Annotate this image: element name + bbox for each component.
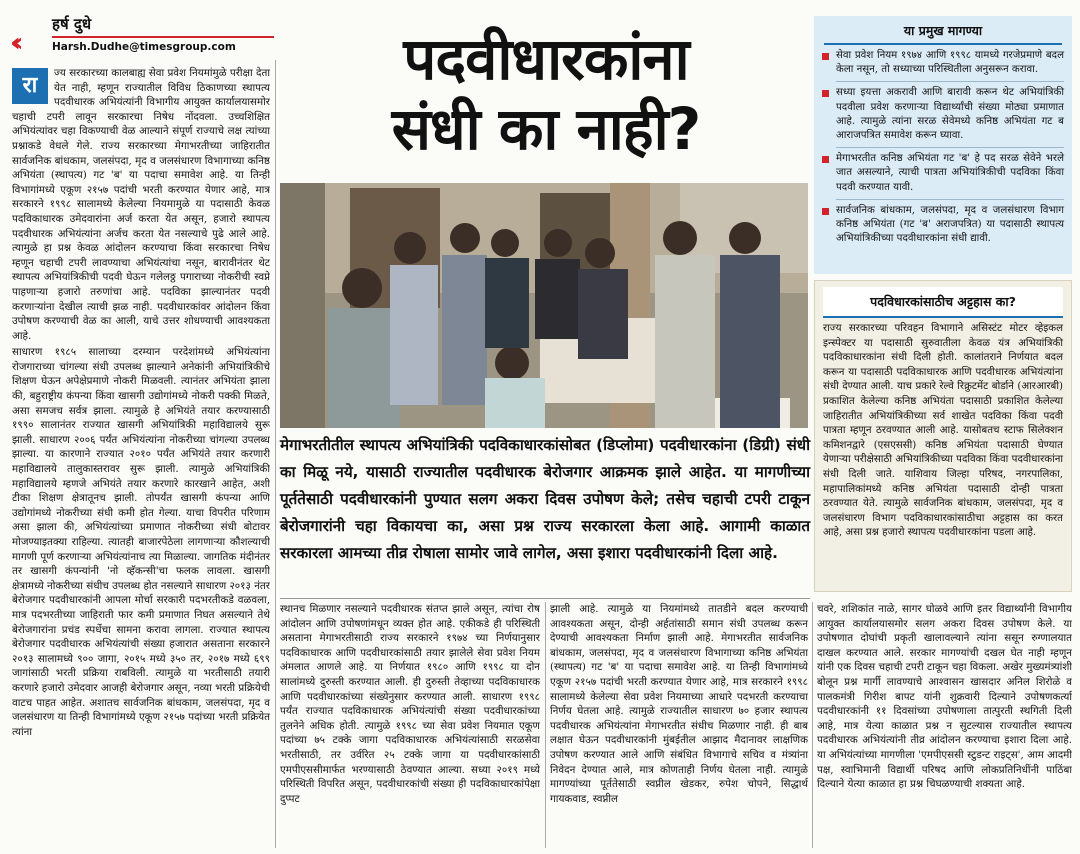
summary-text: मेगाभरतीतील स्थापत्य अभियांत्रिकी पदविकाधारकांसोबत (डिप्लोमा) पदवीधारकांना (डिग्री) संधी का मिळू नये, यासाठी राज्यातील पदवीधारक बेरोजगार आक्रमक झाले आहेत. या मागणीच्या पूर्ततेसाठी पदवीधारकांनी पुण्यात सलग अकरा दिवस उपोषण केले; तसेच चहाची टपरी टाकून बेरोजगारांनी चहा विकायचा का, असा प्रश्न राज्य सरकारला केला आहे. आगामी काळात सरकारला आमच्या तीव्र रोषाला सामोर जावे लागेल, असा इशारा पदवीधारकांनी दिला आहे. bbox=[280, 436, 810, 562]
headline-line-2: संधी का नाही? bbox=[391, 95, 701, 163]
square-bullet-icon bbox=[822, 53, 829, 60]
left-para-1: रा ज्य सरकारच्या कालबाह्य सेवा प्रवेश नियमांमुळे परीक्षा देता येत नाही, म्हणून राज्यातील विविध ठिकाणच्या स्थापत्य पदवीधारक अभियंत्यांनी विभागीय आयुक्त कार्यालयासमोर चहाची टपरी लावून सरकारचा निषेध नोंदवला. उच्चशिक्षित अभियंत्यांवर चहा विकण्याची वेळ आल्याने संपूर्ण राज्याचे लक्ष त्यांच्या प्रश्नाकडे वेधले गेले. राज्य सरकारच्या मेगाभरतीच्या जाहिरातीत सार्वजनिक बांधकाम, जलसंपदा, मृद व जलसंधारण विभागाच्या कनिष्ठ अभियंता (स्थापत्य) गट 'ब' या पदाचा समावेश आहे. या तिन्ही विभागांमध्ये एकूण २१५७ पदांची भरती करण्यात येणार आहे, मात्र सरकारने १९९८ सालामध्ये केलेल्या नियमामुळे या पदासाठी केवळ पदविकाधारक उमेदवारांना अर्ज करता येत असून, हजारो स्थापत्य पदवीधारक अभियंत्यांना अर्जच करता येत नसल्याचे पुढे आले आहे. त्यामुळे हा प्रश्न केवळ आंदोलन करण्याचा किंवा सरकारचा निषेध म्हणून चहाची टपरी लावण्याचा अभियंत्यांचा नसून, बारावीनंतर थेट स्थापत्य अभियांत्रिकीची पदवी घेऊन गलेलठ्ठ पगाराच्या नोकरीची स्वप्ने पाहणाऱ्या हजारो तरुणांचा आहे. पदविका झाल्यानंतर पदवी करणाऱ्यांना देखील त्याची झळ नाही. पदवीधारकांवर आंदोलन किंवा उपोषण करण्याची वेळ का आली, याचे उत्तर शोधण्याची आवश्यकता आहे. bbox=[12, 67, 270, 342]
square-bullet-icon bbox=[822, 156, 829, 163]
bottom-column-3-text: चवरे, शशिकांत नाळे, सागर घोळवे आणि इतर विद्यार्थ्यांनी विभागीय आयुक्त कार्यालयासमोर सलग अकरा दिवस उपोषण केले. या उपोषणात दोघांची प्रकृती खालावल्याने त्यांना ससून रुग्णालयात दाखल करण्यात आले. सरकार मागण्यांची दखल घेत नाही म्हणून यांनी एक दिवस चहाची टपरी टाकून चहा विकला. अखेर मुख्यमंत्र्यांशी बोलून प्रश्न मार्गी लावण्याचे आश्वासन खासदार अनिल शिरोळे व पालकमंत्री गिरीश बापट यांनी शुक्रवारी दिल्याने उपोषणकर्त्या पदवीधारकांनी ११ दिवसांच्या उपोषणाला तात्पुरती स्थगिती दिली आहे, मात्र येत्या काळात प्रश्न न सुटल्यास राज्यातील स्थापत्य पदवीधारक अभियंत्यांनी तीव्र आंदोलन करण्याचा इशारा दिला आहे. या अभियंत्यांच्या मागणीला 'एमपीएससी स्टुडन्ट राइट्स', आम आदमी पक्ष, स्वाभिमानी विद्यार्थी परिषद आणि लोकप्रतिनिधींनी पाठिंबा दिल्याने येत्या काळात हा प्रश्न चिघळण्याची शक्यता आहे. bbox=[817, 603, 1072, 791]
demand-item: सेवा प्रवेश नियम १९७४ आणि १९९८ यामध्ये गरजेप्रमाणे बदल केला नसून, तो सध्याच्या परिस्थितीला अनुसरून करावा. bbox=[822, 49, 1064, 82]
demand-item: मेगाभरतीत कनिष्ठ अभियंता गट 'ब' हे पद सरळ सेवेने भरले जात असल्याने, त्याची पात्रता अभियांत्रिकीची पदविका किंवा पदवी करण्यात यावी. bbox=[822, 152, 1064, 200]
byline bbox=[10, 8, 272, 63]
bottom-column-2-text: झाली आहे. त्यामुळे या नियमांमध्ये तातडीने बदल करण्याची आवश्यकता असून, दोन्ही अर्हतांसाठी समान संधी उपलब्ध करून देण्याची आवश्यकता निर्माण झाली आहे. मेगाभरतीत सार्वजनिक बांधकाम, जलसंपदा, मृद व जलसंधारण विभागाच्या कनिष्ठ अभियंता (स्थापत्य) गट 'ब' या पदाचा समावेश आहे. या तिन्ही विभागांमध्ये एकूण २१५७ पदांची भरती करण्यात येणार आहे, मात्र सरकारने १९९८ सालामध्ये केलेल्या सेवा प्रवेश नियमाच्या आधारे पदभरती करण्याचा निर्णय घेतला आहे. त्यामुळे राज्यातील साधारण ७० हजार स्थापत्य पदवीधारक अभियंत्यांना मेगाभरतीत संधीच मिळणार नाही. ही बाब लक्षात घेऊन पदवीधारकांनी मुंबईतील आझाद मैदानावर लाक्षणिक उपोषण करण्यात आले आणि संबंधित विभागाचे सचिव व मंत्र्यांना निवेदन देण्यात आले, मात्र कोणताही निर्णय घेतला नाही. त्यामुळे मागण्यांच्या पूर्ततेसाठी स्वप्नील खेडकर, रुपेश चोपने, सिद्धार्थ गायकवाड, स्वप्नील bbox=[550, 603, 808, 805]
left-column bbox=[12, 66, 270, 846]
why-title: पदविधारकांसाठीच अट्टहास का? bbox=[823, 287, 1063, 318]
protest-photo-illustration bbox=[280, 183, 808, 428]
author-name: हर्ष दुधे bbox=[52, 15, 92, 33]
why-box bbox=[814, 280, 1072, 592]
headline-line-1: पदवीधारकांना bbox=[403, 25, 689, 93]
demands-title-rule bbox=[824, 43, 1062, 45]
left-para-2: साधारण १९८५ सालाच्या दरम्यान परदेशांमध्ये अभियंत्यांना रोजगाराच्या चांगल्या संधी उपलब्ध झाल्याने अनेकांनी अभियांत्रिकीचे शिक्षण घेऊन अपेक्षेप्रमाणे नोकरी मिळवली. त्यानंतर अभियंता झाला की, बहुराष्ट्रीय कंपन्या किंवा खासगी उद्योगांमध्ये नोकरी पक्की मिळते, असा समजच सर्वत्र झाला. त्यामुळे हे अभियंते तयार करण्यासाठी १९९० सालानंतर राज्यात खासगी अभियांत्रिकी महाविद्यालये सुरू झाली. साधारण २००६ पर्यंत अभियंत्यांना नोकरीच्या चांगल्या उपलब्ध झाल्या. या कारणाने राज्यात २०१० पर्यंत अभियंते तयार करणारी महाविद्यालये तालुकास्तरावर सुरू झाली. त्यामुळे अभियांत्रिकी महाविद्यालये म्हणजे अभियंते तयार करणारे कारखाने आहेत, अशी टीका शिक्षण क्षेत्रातूनच झाली. तोपर्यंत खासगी कंपन्या आणि उद्योगांमध्ये नोकरीच्या संधी कमी होत गेल्या. याचा विपरीत परिणाम असा झाला की, अभियंत्यांच्या प्रमाणात नोकरीच्या संधी बोटावर मोजण्याइतक्या राहिल्या. त्यातही बाजारपेठेला लागणाऱ्या कौशल्याची मागणी पूर्ण करणाऱ्या अभियंत्यांनाच त्या मिळाल्या. जागतिक मंदीनंतर तर खासगी कंपन्यांनी 'नो व्हॅकन्सी'चा फलक लावला. खासगी क्षेत्रामध्ये नोकरीच्या संधीच उपलब्ध होत नसल्याने साधारण २०१३ नंतर बेरोजगार पदवीधारकांनी आपला मोर्चा सरकारी पदभरतीकडे वळवला, मात्र पदभरतीच्या जाहिराती फार कमी प्रमाणात निघत असल्याने तेथे बेरोजगारांना प्रचंड स्पर्धेचा सामना करावा लागला. राज्यात स्थापत्य बेरोजगार पदवीधारक अभियंत्यांची संख्या हजारात असताना सरकारने २०१३ सालामध्ये ९०० जागा, २०१५ मध्ये ३५० तर, २०१७ मध्ये ६९९ जागांसाठी भरती प्रक्रिया राबविली. त्यामुळे या भरतीसाठी तयारी करणारे हजारो उमेदवार आजही बेरोजगार असून, नव्या भरती प्रक्रियेची वाटच पाहत आहेत. अशातच सार्वजनिक बांधकाम, जलसंपदा, मृद व जलसंधारण या तिन्ही विभागांमध्ये एकूण २१५७ पदांच्या भरती प्रक्रियेत त्यांना bbox=[12, 346, 270, 738]
dropcap: रा bbox=[12, 68, 48, 104]
demands-title: या प्रमुख मागण्या bbox=[903, 23, 983, 38]
bottom-column-1-text: स्थानच मिळणार नसल्याने पदवीधारक संतप्त झाले असून, त्यांचा रोष आंदोलन आणि उपोषणांमधून व्यक्त होत आहे. एकीकडे ही परिस्थिती असताना मेगाभरतीसाठी राज्य सरकारने १९७४ च्या निर्णयानुसार पदविकाधारक आणि पदवीधारकांसाठी तयार झालेले सेवा प्रवेश नियम अंमलात आणले आहे. या निर्णयात १९८० आणि १९९८ या दोन सालांमध्ये दुरुस्ती करण्यात आली. ही दुरुस्ती तेव्हाच्या पदविकाधारक आणि पदवीधारकांच्या संख्येनुसार करण्यात आली. साधारण १९९८ पर्यंत राज्यात पदविकाधारक अभियंत्यांची संख्या पदवीधारकांच्या तुलनेने अधिक होती. त्यामुळे १९९८ च्या सेवा प्रवेश नियमात एकूण पदांच्या ७५ टक्के जागा पदविकाधारक अभियंत्यांसाठी सरळसेवा भरतीसाठी, तर उर्वरित २५ टक्के जागा या पदवीधारकांसाठी एमपीएससीमार्फत भरण्यासाठी ठेवण्यात आल्या. सध्या २०१९ मध्ये परिस्थिती विपरित असून, पदवीधारकांची संख्या ही पदविकाधारकांपेक्षा दुप्पट bbox=[280, 603, 540, 805]
summary-divider bbox=[280, 598, 810, 599]
column-divider bbox=[812, 602, 813, 848]
square-bullet-icon bbox=[822, 208, 829, 215]
author-email: Harsh.Dudhe@timesgroup.com bbox=[52, 41, 236, 53]
bottom-column-3 bbox=[817, 602, 1072, 850]
demand-item: सध्या इयत्ता अकरावी आणि बारावी करून थेट अभियांत्रिकी पदवीला प्रवेश करणाऱ्या विद्यार्थ्यांची संख्या मोठ्या प्रमाणात आहे. त्यामुळे त्यांना सरळ सेवेमध्ये कनिष्ठ अभियंता गट ब आराजपत्रित समावेश करून घ्यावा. bbox=[822, 86, 1064, 148]
square-bullet-icon bbox=[822, 90, 829, 97]
bottom-column-2 bbox=[550, 602, 808, 850]
demands-box bbox=[814, 16, 1072, 274]
double-chevron-left-icon: ‹‹ bbox=[10, 28, 16, 58]
column-divider bbox=[275, 60, 276, 848]
headline bbox=[286, 24, 806, 164]
protest-photo bbox=[280, 183, 808, 428]
why-body: राज्य सरकारच्या परिवहन विभागाने असिस्टंट मोटर व्हेइकल इन्स्पेक्टर या पदासाठी सुरुवातीला केवळ यंत्र अभियांत्रिकी पदविकाधारकांना संधी दिली होती. कालांतराने निर्णयात बदल करून या पदासाठी पदविकाधारक आणि पदवीधारक अभियंत्यांना संधी देण्यात आली. याच प्रकारे रेल्वे रिक्रुटमेंट बोर्डाने (आरआरबी) प्रकाशित केलेल्या कनिष्ठ अभियंता पदासाठी प्रकाशित केलेल्या जाहिरातीत अभियांत्रिकीच्या सर्व शाखेत पदविका किंवा पदवी पात्रता म्हणून ठरवण्यात आली आहे. यासोबतच स्टाफ सिलेक्शन कमिशनद्वारे (एसएससी) कनिष्ठ अभियंता पदासाठी घेण्यात येणाऱ्या परीक्षेसाठी अभियांत्रिकीच्या पदविका किंवा पदवीधारकांना संधी दिली जाते. याशिवाय जिल्हा परिषद, नगरपालिका, महापालिकांमध्ये कनिष्ठ अभियंता पदासाठी दोन्ही पात्रता ठरवण्यात येते. त्यामुळे सार्वजनिक बांधकाम, जलसंपदा, मृद व जलसंधारण विभाग पदविकाधारकांसाठीचा अट्टहास का करत आहे, असा प्रश्न हजारो स्थापत्य पदवीधारकांना पडला आहे. bbox=[823, 323, 1063, 539]
bottom-column-1 bbox=[280, 602, 540, 850]
demands-list bbox=[814, 49, 1072, 246]
column-divider bbox=[545, 602, 546, 848]
byline-rule bbox=[52, 36, 274, 38]
demand-item: सार्वजनिक बांधकाम, जलसंपदा, मृद व जलसंधारण विभाग कनिष्ठ अभियंता (गट 'ब' अराजपत्रित) या पदासाठी स्थापत्य अभियांत्रिकीच्या पदवीधारकांना संधी द्यावी. bbox=[822, 204, 1064, 247]
